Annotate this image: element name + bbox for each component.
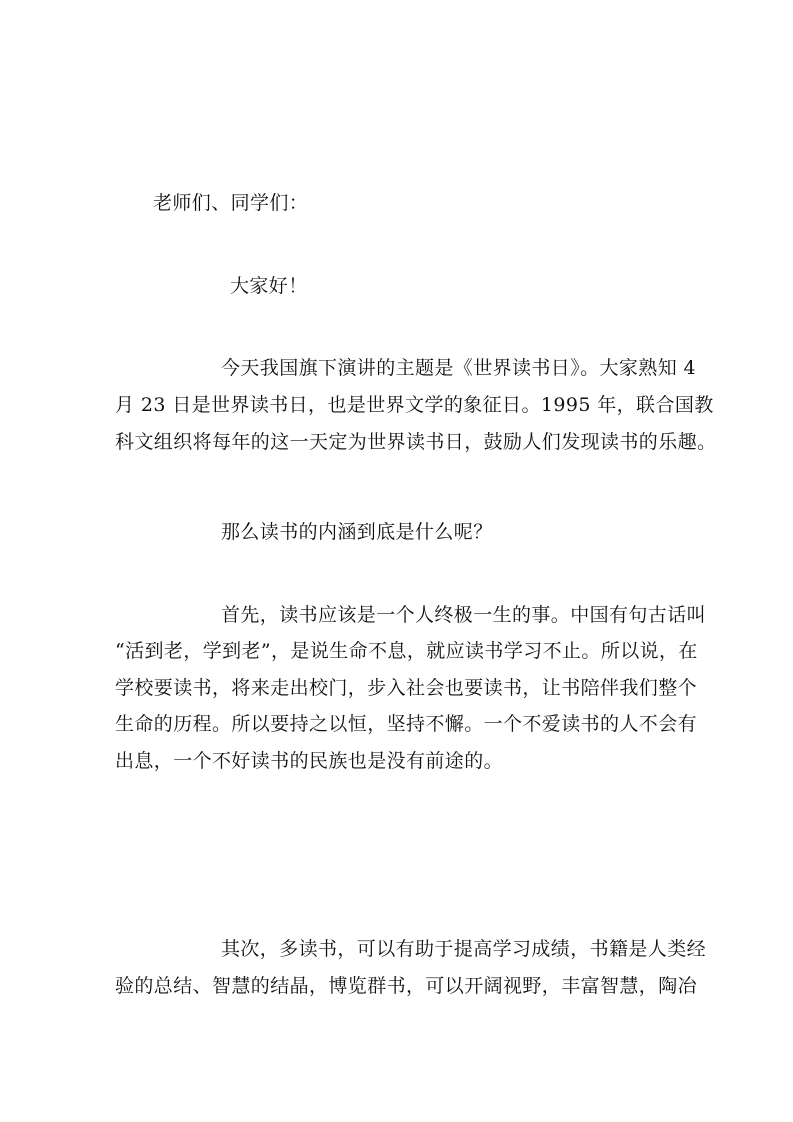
paragraph-line: 其次，多读书，可以有助于提高学习成绩，书籍是人类经 (221, 938, 707, 960)
paragraph-line: 生命的历程。所以要持之以恒，坚持不懈。一个不爱读书的人不会有 (115, 713, 698, 735)
paragraph-line: 首先，读书应该是一个人终极一生的事。中国有句古话叫 (221, 604, 707, 626)
paragraph-line: 科文组织将每年的这一天定为世界读书日，鼓励人们发现读书的乐趣。 (115, 431, 717, 453)
paragraph-line: 验的总结、智慧的结晶，博览群书，可以开阔视野，丰富智慧，陶冶 (115, 975, 698, 997)
paragraph-line: 月 23 日是世界读书日，也是世界文学的象征日。1995 年，联合国教 (115, 394, 714, 416)
greeting: 大家好！ (230, 275, 308, 297)
paragraph-line: 出息，一个不好读书的民族也是没有前途的。 (115, 750, 504, 772)
paragraph-line: 那么读书的内涵到底是什么呢？ (221, 521, 493, 543)
salutation: 老师们、同学们： (153, 192, 309, 214)
paragraph-line: “活到老，学到老”，是说生命不息，就应读书学习不止。所以说，在 (115, 640, 698, 662)
paragraph-line: 今天我国旗下演讲的主题是《世界读书日》。大家熟知 4 (221, 357, 697, 379)
paragraph-line: 学校要读书，将来走出校门，步入社会也要读书，让书陪伴我们整个 (115, 677, 698, 699)
